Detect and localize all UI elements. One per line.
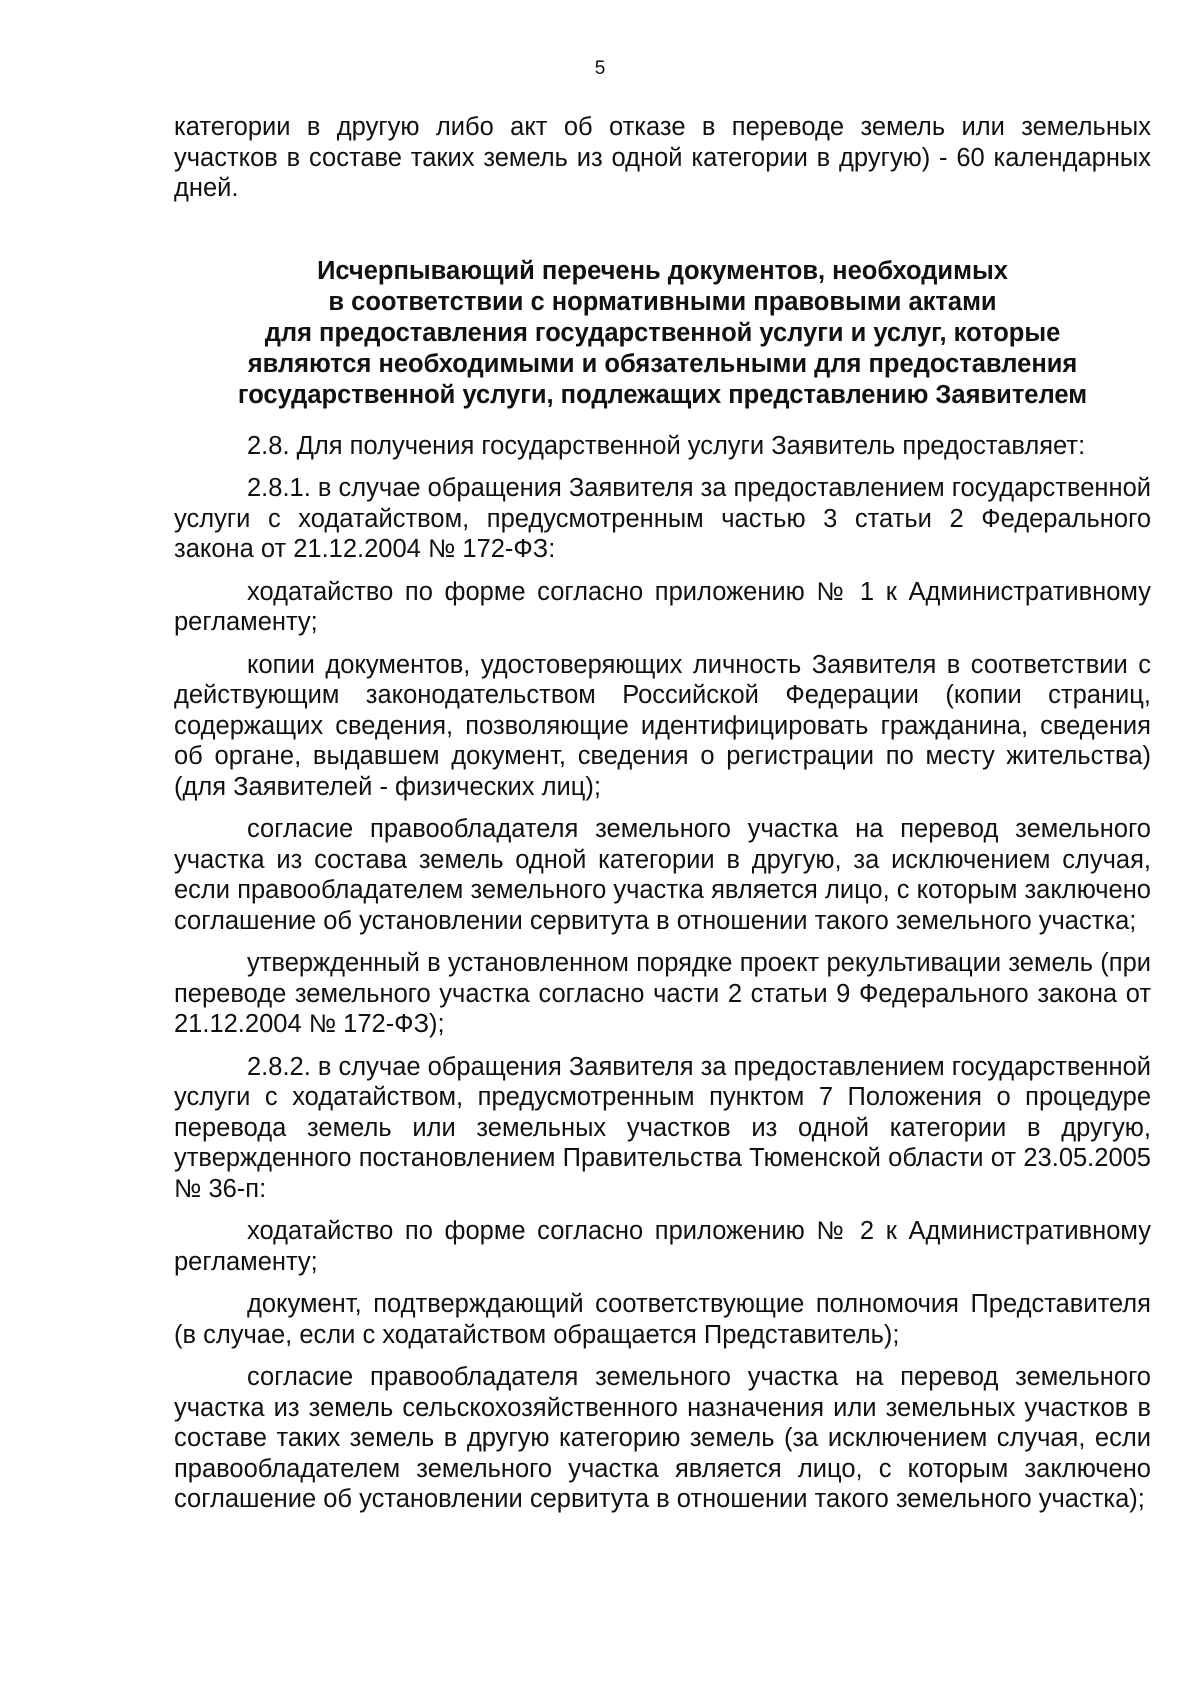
document-body <box>174 112 1151 1515</box>
heading-line: Исчерпывающий перечень документов, необходимых <box>317 256 1008 285</box>
list-item-representative-authority: документ, подтверждающий соответствующие полномочия Представителя (в случае, если с ходатайством обращается Представитель); <box>174 1290 1151 1349</box>
list-item-owner-consent: согласие правообладателя земельного участка на перевод земельного участка из состава земель одной категории в другую, за исключением случая, если правообладателем земельного участка является лицо, с которым заключено соглашение об установлении сервитута в отношении такого земельного участка; <box>174 815 1151 935</box>
paragraph-continuation: категории в другую либо акт об отказе в переводе земель или земельных участков в составе таких земель из одной категории в другую) - 60 календарных дней. <box>174 113 1151 202</box>
heading-line: государственной услуги, подлежащих представлению Заявителем <box>237 380 1088 409</box>
list-item-reclamation-project: утвержденный в установленном порядке проект рекультивации земель (при переводе земельного участка согласно части 2 статьи 9 Федерального закона от 21.12.2004 № 172-ФЗ); <box>174 949 1151 1038</box>
list-item-petition-form-1: ходатайство по форме согласно приложению № 1 к Административному регламенту; <box>174 577 1151 636</box>
page-number: 5 <box>594 58 606 79</box>
list-item-owner-consent-agricultural: согласие правообладателя земельного участка на перевод земельного участка из земель сельскохозяйственного назначения или земельных участков в составе таких земель в другую категорию земель (за исключением случая, если правообладателем земельного участка является лицо, с которым заключено соглашение об установлении сервитута в отношении такого земельного участка); <box>174 1363 1151 1513</box>
heading-line: являются необходимыми и обязательными для предоставления <box>247 349 1078 378</box>
section-heading <box>174 256 1151 411</box>
paragraph-2-8-2: 2.8.2. в случае обращения Заявителя за предоставлением государственной услуги с ходатайством, предусмотренным пунктом 7 Положения о процедуре перевода земель или земельных участков из одной категории в другую, утвержденного постановлением Правительства Тюменской области от 23.05.2005 № 36-п: <box>174 1052 1151 1203</box>
paragraph-2-8: 2.8. Для получения государственной услуги Заявитель предоставляет: <box>247 431 1086 460</box>
paragraph-2-8-1: 2.8.1. в случае обращения Заявителя за предоставлением государственной услуги с ходатайством, предусмотренным частью 3 статьи 2 Федерального закона от 21.12.2004 № 172-ФЗ: <box>174 474 1151 563</box>
heading-line: для предоставления государственной услуги и услуг, которые <box>264 318 1061 347</box>
list-item-identity-documents: копии документов, удостоверяющих личность Заявителя в соответствии с действующим законодательством Российской Федерации (копии страниц, содержащих сведения, позволяющие идентифицировать гражданина, сведения об органе, выдавшем документ, сведения о регистрации по месту жительства) (для Заявителей - физических лиц); <box>174 650 1151 801</box>
list-item-petition-form-2: ходатайство по форме согласно приложению № 2 к Административному регламенту; <box>174 1217 1151 1276</box>
heading-line: в соответствии с нормативными правовыми актами <box>328 287 997 316</box>
